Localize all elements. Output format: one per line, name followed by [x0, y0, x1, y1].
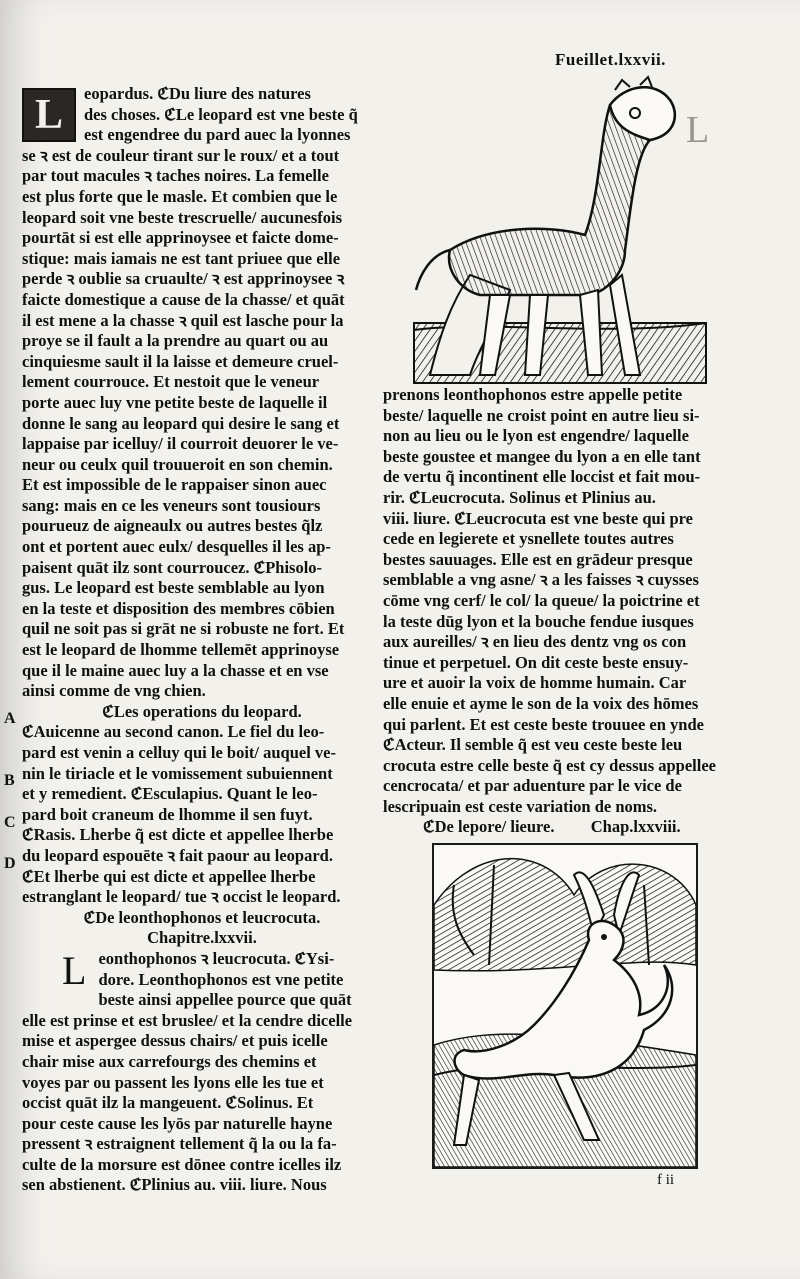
right-body-text — [383, 385, 743, 817]
text-line: du leopard espouēte ꝛ fait paour au leopard. — [22, 845, 333, 865]
margin-letter-d: D — [4, 855, 16, 872]
woodcut-leucrocuta — [410, 75, 710, 385]
text-line: pourueuz de aigneaulx ou autres bestes q̃lz — [22, 516, 323, 536]
margin-letter-a: A — [4, 710, 16, 727]
text-line: est le leopard de lhomme tellemēt apprinoyse — [22, 640, 340, 660]
text-line: estranglant le leopard/ tue ꝛ occist le leopard. — [22, 887, 341, 907]
text-line: beste ainsi appellee pource que quāt — [98, 990, 352, 1010]
text-line: ont et portent auec eulx/ desquelles il les ap- — [22, 537, 331, 557]
text-line: non au lieu ou le lyon est engendre/ laquelle — [383, 426, 689, 446]
text-line: donne le sang au leopard qui desire le sang et — [22, 413, 340, 433]
text-line: la teste dūg lyon et la bouche fendue iusques — [383, 611, 694, 631]
text-line: culte de la morsure est dōnee contre icelles ilz — [22, 1154, 342, 1174]
text-line: est engendree du pard auec la lyonnes — [84, 125, 351, 145]
text-line: cinquiesme sault il la laisse et demeure cruel- — [22, 351, 339, 371]
text-line: sang: mais en ce les veneurs sont tousiours — [22, 495, 321, 515]
text-line: stique: mais iamais ne est tant priuee que elle — [22, 248, 341, 268]
text-line: occist quāt ilz la mangeuent. ℭSolinus. Et — [22, 1093, 314, 1113]
text-line: bestes sauuages. Elle est en grādeur presque — [383, 549, 693, 569]
text-line: pourtāt si est elle apprinoysee et faicte dome- — [22, 228, 339, 248]
text-line: chair mise aux carrefourgs des chemins et — [22, 1051, 317, 1071]
text-line: pard est venin a celluy qui le boit/ auquel ve- — [22, 743, 336, 762]
hare-illustration — [434, 845, 696, 1167]
text-line: ℭActeur. Il semble q̃ est veu ceste beste leu — [383, 735, 683, 755]
chapter-number: Chapitre.lxxvii. — [147, 928, 257, 948]
text-line: Et est impossible de le rappaiser sinon auec — [22, 475, 327, 495]
left-column — [22, 84, 382, 1196]
text-line: des choses. ℭLe leopard est vne beste q̃ — [84, 104, 358, 124]
bleed-initial: L — [686, 109, 710, 151]
chapter-block — [22, 949, 382, 1196]
text-line: lescripuain est ceste variation de noms. — [383, 796, 658, 816]
right-column — [383, 385, 743, 838]
text-line: eopardus. ℭDu liure des natures — [84, 84, 311, 103]
text-line: leopard soit vne beste trescruelle/ aucunesfois — [22, 207, 343, 227]
margin-letter-c: C — [4, 814, 16, 831]
text-line: beste/ laquelle ne croist point en autre lieu si- — [383, 405, 700, 425]
leucrocuta-illustration — [410, 75, 710, 385]
chapter-initial: L — [62, 948, 87, 993]
text-line: en la teste et disposition des membres cōbien — [22, 598, 335, 618]
text-line: elle est prinse et est bruslee/ et la cendre dicelle — [22, 1010, 353, 1030]
text-line: que il le maine auec luy a la chasse et en vse — [22, 660, 329, 680]
text-line: prenons leonthophonos estre appelle petite — [383, 385, 683, 404]
folio-header: Fueillet.lxxvii. — [555, 50, 666, 69]
text-line: ainsi comme de vng chien. — [22, 681, 206, 701]
text-line: cōme vng cerf/ le col/ la queue/ la poictrine et — [383, 590, 700, 610]
text-line: tinue et perpetuel. On dit ceste beste ensuy- — [383, 652, 689, 672]
text-line: par tout macules ꝛ taches noires. La femelle — [22, 166, 329, 186]
text-line: elle enuie et ayme le son de la voix des hōmes — [383, 693, 699, 713]
left-body-text — [22, 84, 382, 702]
text-line: gus. Le leopard est beste semblable au lyon — [22, 578, 325, 598]
right-chapter-title: ℭDe lepore/ lieure. — [423, 817, 555, 837]
signature-mark: f ii — [657, 1172, 675, 1188]
right-chapter-number: Chap.lxxviii. — [590, 817, 681, 837]
text-line: dore. Leonthophonos est vne petite — [98, 969, 344, 989]
text-line: pard boit craneum de lhomme il sen fuyt. — [22, 804, 313, 824]
text-line: lappaise par icelluy/ il courroit deuorer le ve- — [22, 434, 339, 454]
operations-text — [22, 722, 382, 907]
text-line: quil ne soit pas si grāt ne si robuste ne fort. Et — [22, 619, 345, 639]
text-line: neur ou ceulx quil trouueroit en son chemin. — [22, 454, 333, 474]
text-line: et y remedient. ℭEsculapius. Quant le leo- — [22, 784, 318, 804]
text-line: ℭRasis. Lherbe q̃ est dicte et appellee lherbe — [22, 825, 334, 845]
text-line: beste goustee et mangee du lyon a en elle tant — [383, 446, 701, 466]
chapter-title: ℭDe leonthophonos et leucrocuta. — [83, 907, 321, 927]
text-line: ℭEt lherbe qui est dicte et appellee lherbe — [22, 866, 316, 886]
text-line: lement courrouce. Et nestoit que le veneur — [22, 372, 320, 392]
text-line: cede en legierete et ysnellete toutes autres — [383, 529, 674, 549]
text-line: mise et aspergee dessus chairs/ et puis icelle — [22, 1031, 328, 1051]
text-line: est plus forte que le masle. Et combien que le — [22, 186, 338, 206]
margin-letter-b: B — [4, 772, 15, 789]
text-line: paisent quāt ilz sont courroucez. ℭPhisolo- — [22, 557, 323, 577]
text-line: ℭAuicenne au second canon. Le fiel du leo- — [22, 722, 325, 742]
text-line: rir. ℭLeucrocuta. Solinus et Plinius au. — [383, 487, 656, 507]
text-line: se ꝛ est de couleur tirant sur le roux/ et a tout — [22, 145, 340, 165]
text-line: ure et auoir la voix de homme humain. Car — [383, 673, 687, 693]
woodcut-hare — [432, 843, 698, 1169]
text-line: porte auec luy vne petite beste de laquelle il — [22, 392, 328, 412]
text-line: eonthophonos ꝛ leucrocuta. ℭYsi- — [98, 948, 335, 968]
text-line: pour ceste cause les lyōs par naturelle hayne — [22, 1113, 333, 1133]
text-line: semblable a vng asne/ ꝛ a les faisses ꝛ cuysses — [383, 570, 699, 590]
right-chapter-heading — [383, 817, 743, 838]
text-line: de vertu q̃ incontinent elle loccist et fait mou- — [383, 467, 701, 487]
text-line: il est mene a la chasse ꝛ quil est lasche pour la — [22, 310, 344, 330]
text-line: nin le tiriacle et le vomissement subuiennent — [22, 763, 333, 783]
section-heading: ℭLes operations du leopard. — [102, 701, 302, 721]
text-line: faicte domestique a cause de la chasse/ et quāt — [22, 289, 345, 309]
text-line: proye se il fault a la prendre au quart ou au — [22, 331, 329, 351]
text-line: voyes par ou passent les lyons elle les tue et — [22, 1072, 324, 1092]
text-line: pressent ꝛ estraignent tellement q̃ la ou la fa- — [22, 1134, 337, 1154]
text-line: perde ꝛ oublie sa cruaulte/ ꝛ est apprinoysee ꝛ — [22, 269, 345, 289]
text-line: aux aureilles/ ꝛ en lieu des dentz vng os con — [383, 632, 687, 652]
text-line: viii. liure. ℭLeucrocuta est vne beste qui pre — [383, 508, 693, 528]
text-line: qui parlent. Et est ceste beste trouuee en ynde — [383, 714, 704, 734]
decorated-initial: L — [22, 88, 76, 142]
text-line: crocuta estre celle beste q̃ est cy dessus appellee — [383, 755, 716, 775]
text-line: sen abstienent. ℭPlinius au. viii. liure. Nous — [22, 1175, 327, 1195]
text-line: cencrocata/ et par aduenture par le vice de — [383, 776, 682, 796]
